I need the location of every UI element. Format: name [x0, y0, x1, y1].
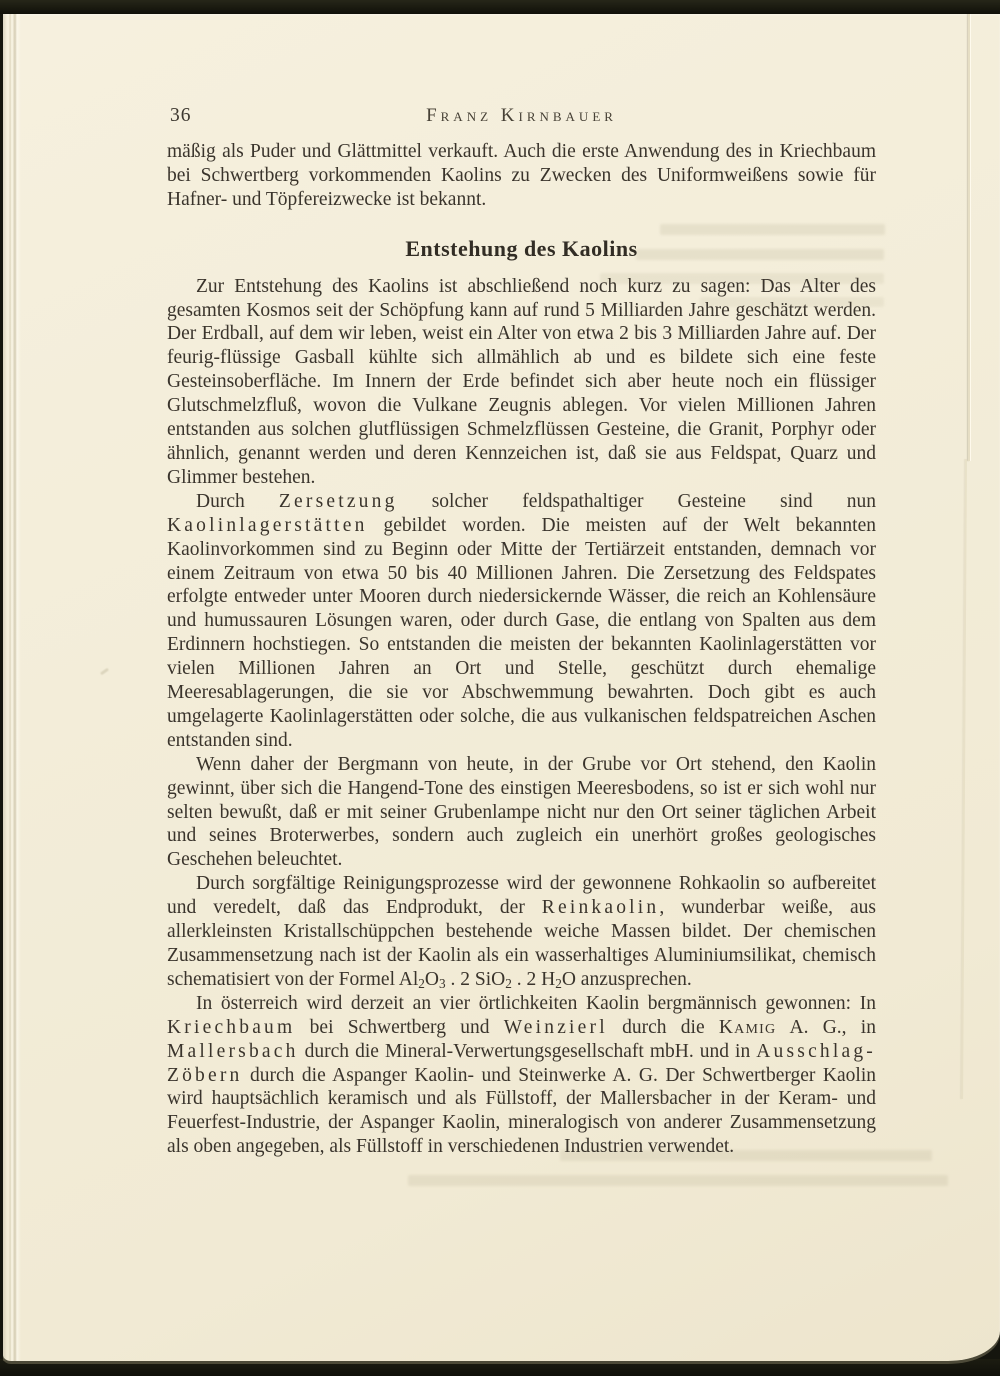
- text-segment: durch die Mineral-Verwertungsgesellschaft mbH. und in: [298, 1040, 757, 1062]
- paragraph: [167, 275, 876, 490]
- text-segment: In österreich wird derzeit an vier örtlichkeiten Kaolin bergmännisch gewonnen: In: [196, 992, 876, 1014]
- sub-text: 2: [555, 975, 562, 991]
- book-bottom-edge: [0, 1359, 1000, 1376]
- sub-text: 2: [418, 975, 425, 991]
- underlying-page-edge: [968, 13, 970, 461]
- text-segment: Zur Entstehung des Kaolins ist abschließend noch kurz zu sagen: Das Alter des gesamten Kosmos seit der Schöpfung kann auf rund 5 Milliarden Jahre geschätzt werden. Der Erdball, auf dem wir leben, weist ein Alter von etwa 2 bis 3 Milliarden Jahre auf. Der feurig-flüssige Gasball kühlte sich allmählich ab und es bildete sich eine feste Gesteinsoberfläche. Im Innern der Erde befindet sich aber heute noch ein flüssiger Glutschmelzfluß, wovon die Vulkane Zeugnis ablegen. Vor vielen Millionen Jahren entstanden aus solchen glutflüssigen Schmelzflüssen Gesteine, die Granit, Porphyr oder ähnlich, genannt werden und deren Kennzeichen ist, daß sie aus Feldspat, Quarz und Glimmer bestehen.: [167, 275, 876, 488]
- running-head: Franz Kirnbauer: [426, 105, 617, 126]
- underlying-page-edge: [961, 459, 967, 1099]
- text-segment: A. G., in: [776, 1016, 876, 1038]
- sub-text: 3: [439, 975, 446, 991]
- text-segment: O anzusprechen.: [561, 968, 692, 990]
- sperr-text: Reinkaolin: [541, 897, 660, 919]
- page-content: [167, 104, 876, 1159]
- page-gutter-seam: [3, 13, 21, 1361]
- text-segment: durch die: [607, 1016, 719, 1038]
- sperr-text: Zersetzung: [278, 490, 398, 512]
- paragraph: [167, 490, 876, 753]
- sperr-text: Kriechbaum: [167, 1016, 296, 1038]
- bleed-through-artifact: [408, 1175, 948, 1186]
- text-segment: Durch: [196, 490, 279, 512]
- text-segment: Durch sorgfältige Reinigungsprozesse wird der gewonnene Rohkaolin so aufbereitet und veredelt, daß das Endprodukt, der: [167, 873, 876, 919]
- page-header: [167, 104, 876, 128]
- paragraph: [167, 140, 876, 212]
- section-heading: Entstehung des Kaolins: [405, 235, 638, 261]
- text-segment: gebildet worden. Die meisten auf der Welt bekannten Kaolinvorkommen sind zu Beginn oder Mitte der Tertiärzeit entstanden, demnach vor einem Zeitraum von etwa 50 bis 40 Millionen Jahren. Die Zersetzung des Feldspates erfolgte entweder unter Mooren durch niedersickernde Wässer, die reich an Kohlensäure und humussauren Lösungen waren, oder durch Gase, die entlang von Spalten aus dem Erdinnern hochstiegen. So entstanden die meisten der bekannten Kaolinlagerstätten vor vielen Millionen Jahren an Ort und Stelle, geschützt durch ehemalige Meeresablagerungen, die sie vor Abschwemmung bewahrten. Doch gibt es auch umgelagerte Kaolinlagerstätten oder solche, die aus vulkanischen feldspatreichen Aschen entstanden sind.: [167, 514, 876, 751]
- text-segment: , wunderbar weiße, aus allerkleinsten Kristallschüppchen bestehende weiche Massen bildet. Der chemischen Zusammensetzung nach ist der Kaolin als ein wasserhaltiges Aluminiumsilikat, chemisch schematisiert von der Formel Al: [167, 897, 876, 990]
- text-segment: bei Schwertberg und: [295, 1016, 504, 1038]
- paragraph: [167, 753, 876, 873]
- text-segment: durch die Aspanger Kaolin- und Steinwerke A. G. Der Schwertberger Kaolin wird hauptsächlich keramisch und als Füllstoff, der Mallersbacher in der Keram- und Feuerfest-Industrie, der Aspanger Kaolin, mineralogisch von anderer Zusammensetzung als oben angegeben, als Füllstoff in verschiedenen Industrien verwendet.: [167, 1064, 876, 1158]
- text-segment: solcher feldspathaltiger Gesteine sind nun: [397, 490, 876, 512]
- paragraph: [167, 872, 876, 992]
- paragraph: [167, 992, 876, 1159]
- book-top-edge: [0, 0, 1000, 14]
- sperr-text: Weinzierl: [503, 1016, 608, 1038]
- text-segment: mäßig als Puder und Glättmittel verkauft. Auch die erste Anwendung des in Kriechbaum bei Schwertberg vorkommenden Kaolins zu Zwecken des Uniformweißens sowie für Hafner- und Töpfereizwecke ist bekannt.: [167, 141, 876, 210]
- smallcaps-text: Kamig: [718, 1016, 777, 1038]
- sub-text: 2: [505, 975, 512, 991]
- sperr-text: Mallersbach: [167, 1040, 299, 1062]
- page-number: 36: [170, 105, 192, 126]
- text-segment: Wenn daher der Bergmann von heute, in der Grube vor Ort stehend, den Kaolin gewinnt, über sich die Hangend-Tone des einstigen Meeresbodens, so ist er sich wohl nur selten bewußt, daß er mit seiner Grubenlampe nicht nur den Ort seiner täglichen Arbeit und seines Broterwerbes, sondern auch zugleich ein unerhört großes geologisches Geschehen beleuchtet.: [167, 753, 876, 871]
- sperr-text: Kaolinlagerstätten: [167, 514, 368, 536]
- text-segment: . 2 SiO: [445, 968, 506, 990]
- text-segment: . 2 H: [511, 968, 556, 990]
- text-segment: O: [424, 968, 440, 990]
- sperr-text: Ausschlag-Zöbern: [167, 1040, 876, 1086]
